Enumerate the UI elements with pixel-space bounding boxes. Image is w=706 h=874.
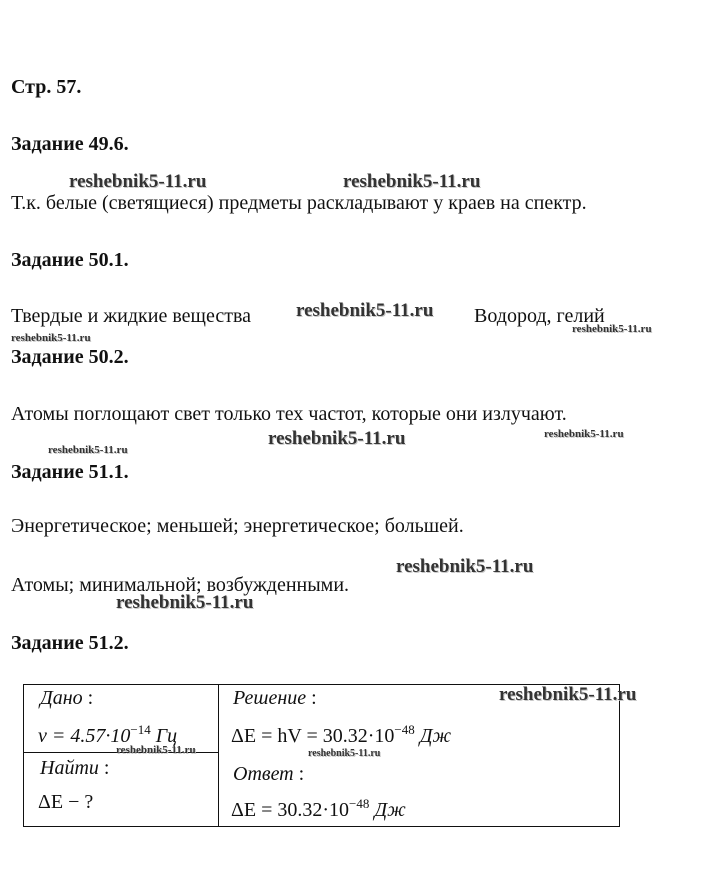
watermark: reshebnik5-11.ru (268, 428, 406, 449)
watermark: reshebnik5-11.ru (544, 428, 624, 440)
watermark: reshebnik5-11.ru (499, 684, 637, 705)
answer-formula: $\Delta E = 30.32\cdot 10^{-48}$ Дж (231, 796, 406, 821)
watermark: reshebnik5-11.ru (308, 748, 381, 759)
watermark: reshebnik5-11.ru (296, 300, 434, 321)
watermark: reshebnik5-11.ru (48, 444, 128, 456)
task-49-6-answer: Т.к. белые (светящиеся) предметы раскладывают у краев на спектр. (11, 192, 587, 214)
table-column-divider (218, 685, 219, 826)
watermark: reshebnik5-11.ru (11, 332, 91, 344)
watermark: reshebnik5-11.ru (572, 323, 652, 335)
task-51-1-answer-2: Атомы; минимальной; возбужденными. (11, 574, 350, 596)
watermark: reshebnik5-11.ru (116, 592, 254, 613)
watermark: reshebnik5-11.ru (69, 171, 207, 192)
given-value: $\nu = 4.57\cdot 10^{-14}$ Гц (38, 722, 178, 747)
find-value: ΔE − ? (38, 791, 94, 813)
task-51-1-heading: Задание 51.1. (11, 461, 129, 483)
task-51-1-answer-1: Энергетическое; меньшей; энергетическое; большей. (11, 515, 464, 537)
task-50-1-answer-left: Твердые и жидкие вещества (11, 305, 251, 327)
given-label: Дано : (40, 687, 94, 709)
task-49-6-heading: Задание 49.6. (11, 133, 129, 155)
task-50-2-heading: Задание 50.2. (11, 346, 129, 368)
find-label: Найти : (40, 757, 110, 779)
task-50-2-answer: Атомы поглощают свет только тех частот, которые они излучают. (11, 403, 567, 425)
solution-label: Решение : (233, 687, 317, 709)
watermark: reshebnik5-11.ru (343, 171, 481, 192)
task-50-1-answer-right: Водород, гелий (474, 305, 605, 327)
watermark: reshebnik5-11.ru (116, 744, 196, 756)
page-label: Стр. 57. (11, 76, 82, 98)
answer-label: Ответ : (233, 763, 305, 785)
watermark: reshebnik5-11.ru (396, 556, 534, 577)
task-51-2-heading: Задание 51.2. (11, 632, 129, 654)
solution-formula: ΔE = hV = $30.32\cdot 10^{-48}$ Дж (231, 722, 452, 747)
task-50-1-heading: Задание 50.1. (11, 249, 129, 271)
